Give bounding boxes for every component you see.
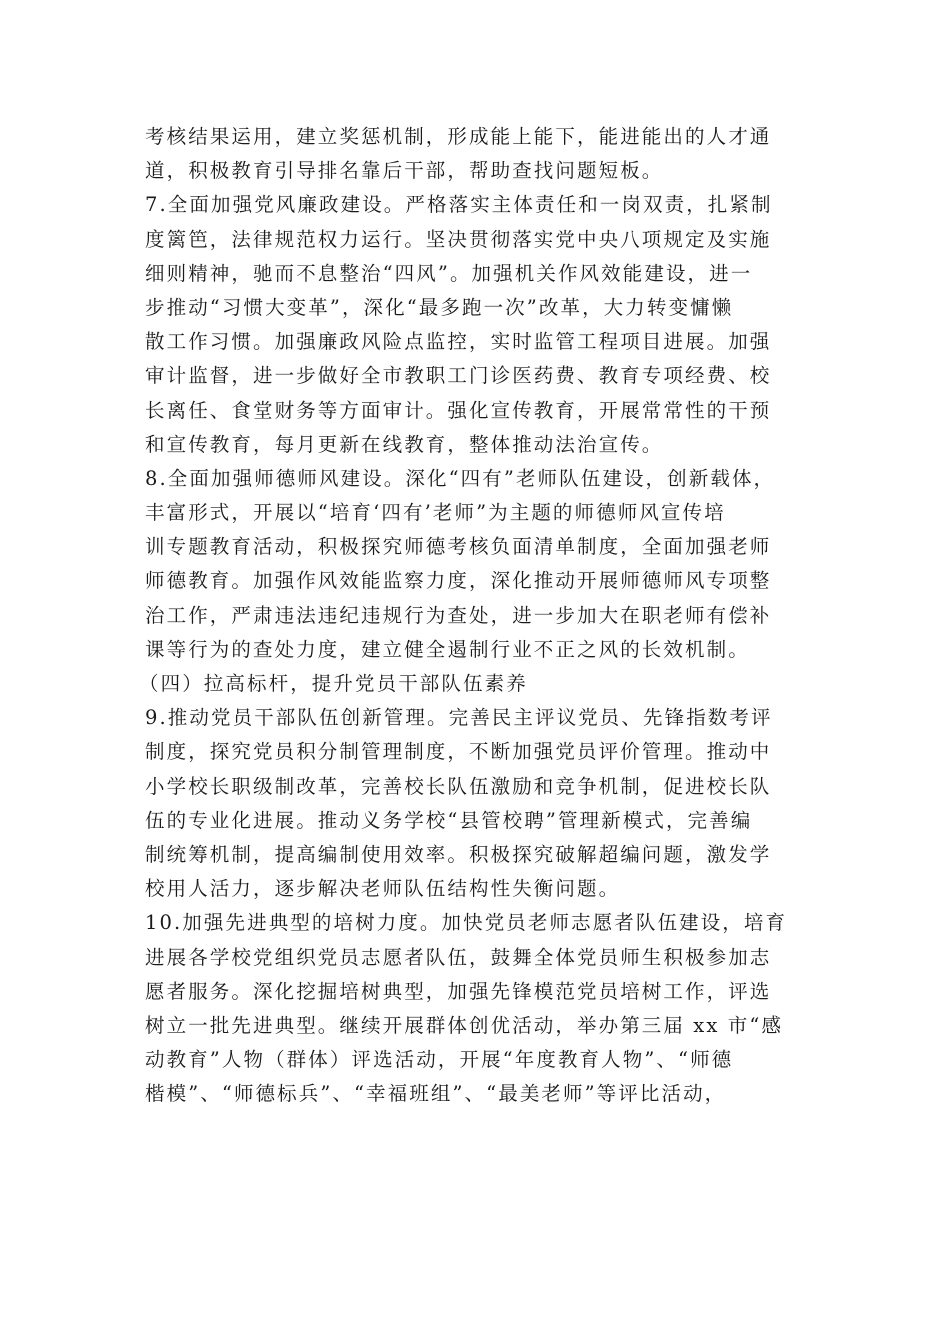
text-line: 考核结果运用，建立奖惩机制，形成能上能下，能进能出的人才通 bbox=[145, 125, 772, 148]
text-line: 小学校长职级制改革，完善校长队伍激励和竞争机制，促进校长队 bbox=[145, 774, 772, 798]
text-line: 楷模”、“师德标兵”、“幸福班组”、“最美老师”等评比活动， bbox=[145, 1082, 727, 1106]
text-line: 长离任、食堂财务等方面审计。强化宣传教育，开展常常性的干预 bbox=[145, 398, 772, 422]
text-line: 动教育”人物（群体）评选活动，开展“年度教育人物”、“师德 bbox=[145, 1048, 734, 1072]
text-line: 细则精神，驰而不息整治“四风”。加强机关作风效能建设，进一 bbox=[145, 261, 753, 285]
text-line: 10.加强先进典型的培树力度。加快党员老师志愿者队伍建设，培育 bbox=[145, 911, 788, 935]
text-line: 治工作，严肃违法违纪违规行为查处，进一步加大在职老师有偿补 bbox=[145, 603, 772, 627]
text-line: 制统筹机制，提高编制使用效率。积极探究破解超编问题，激发学 bbox=[145, 842, 772, 866]
text-line: 进展各学校党组织党员志愿者队伍，鼓舞全体党员师生积极参加志 bbox=[145, 945, 772, 969]
text-line: 9.推动党员干部队伍创新管理。完善民主评议党员、先锋指数考评 bbox=[145, 706, 773, 730]
text-line: 7.全面加强党风廉政建设。严格落实主体责任和一岗双责，扎紧制 bbox=[145, 193, 773, 217]
text-line: 和宣传教育，每月更新在线教育，整体推动法治宣传。 bbox=[145, 432, 664, 456]
text-line: 树立一批先进典型。继续开展群体创优活动，举办第三届 xx 市“感 bbox=[145, 1013, 784, 1037]
text-line: 散工作习惯。加强廉政风险点监控，实时监管工程项目进展。加强 bbox=[145, 330, 772, 354]
text-line: 步推动“习惯大变革”，深化“最多跑一次”改革，大力转变慵懒 bbox=[145, 295, 734, 319]
text-line: 道，积极教育引导排名靠后干部，帮助查找问题短板。 bbox=[145, 159, 664, 183]
text-line: 伍的专业化进展。推动义务学校“县管校聘”管理新模式，完善编 bbox=[145, 808, 753, 832]
text-line: 丰富形式，开展以“培育‘四有’老师”为主题的师德师风宣传培 bbox=[145, 501, 726, 525]
text-line: 审计监督，进一步做好全市教职工门诊医药费、教育专项经费、校 bbox=[145, 364, 772, 388]
text-line: 师德教育。加强作风效能监察力度，深化推动开展师德师风专项整 bbox=[145, 569, 772, 593]
section-heading: （四）拉高标杆，提升党员干部队伍素养 bbox=[139, 672, 528, 695]
text-line: 度篱笆，法律规范权力运行。坚决贯彻落实党中央八项规定及实施 bbox=[145, 227, 772, 251]
text-line: 制度，探究党员积分制管理制度，不断加强党员评价管理。推动中 bbox=[145, 740, 772, 764]
text-line: 训专题教育活动，积极探究师德考核负面清单制度，全面加强老师 bbox=[145, 535, 772, 559]
text-line: 愿者服务。深化挖掘培树典型，加强先锋模范党员培树工作，评选 bbox=[145, 979, 772, 1003]
text-line: 课等行为的查处力度，建立健全遏制行业不正之风的长效机制。 bbox=[145, 637, 750, 661]
text-line: 8.全面加强师德师风建设。深化“四有”老师队伍建设，创新载体， bbox=[145, 466, 776, 490]
document-body bbox=[139, 120, 825, 1111]
text-line: 校用人活力，逐步解决老师队伍结构性失衡问题。 bbox=[145, 877, 621, 901]
